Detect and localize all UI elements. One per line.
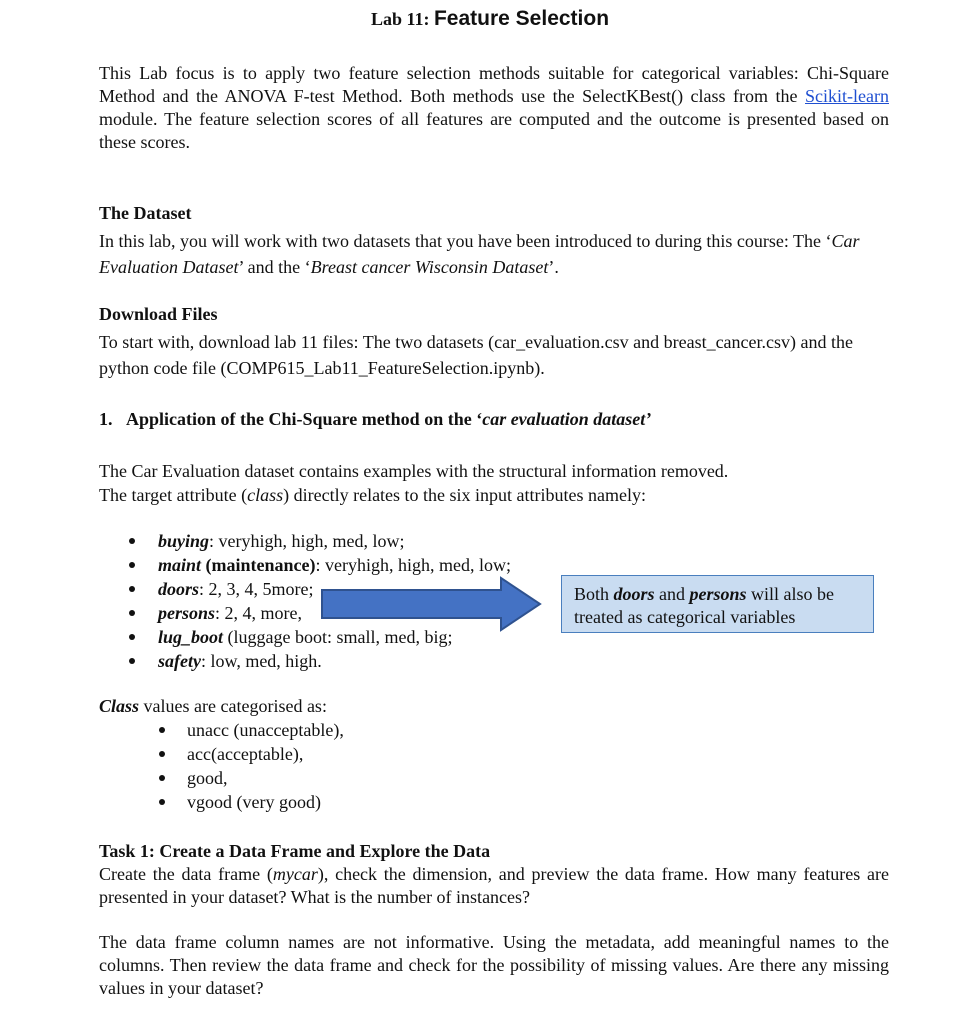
attr-name: safety: [158, 651, 201, 671]
attr-name: buying: [158, 531, 210, 551]
attr-name: lug_boot: [158, 627, 224, 647]
section-1-text: Application of the Chi-Square method on the ‘: [126, 409, 483, 429]
list-item: [159, 742, 459, 766]
right-arrow-icon: [321, 576, 543, 632]
attr-values: : low, med, high.: [200, 651, 322, 671]
attr-name: persons: [158, 603, 216, 623]
bullet-icon: [129, 538, 135, 544]
list-item: [159, 790, 459, 814]
class-value: acc(acceptable),: [187, 744, 304, 764]
dataset-paragraph: [99, 228, 889, 280]
car-intro-line-1: The Car Evaluation dataset contains examples with the structural information removed.: [99, 461, 729, 481]
bullet-icon: [129, 562, 135, 568]
list-item: [129, 649, 569, 673]
task-1-text-b: ), check the dimension, and preview the data frame. How many features are presented in your dataset? What is the number of instances?: [99, 864, 889, 907]
class-values-intro: [99, 695, 889, 718]
dataset-name-car: Car Evaluation Dataset: [99, 231, 860, 277]
dataset-text-2: ’ and the ‘: [238, 257, 311, 277]
list-item: [129, 529, 569, 553]
bullet-icon: [159, 727, 165, 733]
dataset-heading: The Dataset: [99, 203, 192, 223]
car-intro: [99, 459, 889, 507]
dataset-text-3: ’.: [548, 257, 559, 277]
title-main: Feature Selection: [433, 7, 610, 30]
class-value: good,: [187, 768, 228, 788]
download-heading: Download Files: [99, 304, 218, 324]
car-intro-text-a: The target attribute (: [99, 485, 248, 505]
task-1-paragraph-1: [99, 863, 889, 909]
attr-values: : 2, 4, more,: [215, 603, 303, 623]
attr-values: : 2, 3, 4, 5more;: [199, 579, 314, 599]
intro-text-2: module. The feature selection scores of all features are computed and the outcome is presented based on these scores.: [99, 109, 889, 152]
callout-doors: doors: [613, 584, 655, 604]
class-value: unacc (unacceptable),: [187, 720, 344, 740]
section-1-number: 1.: [99, 409, 113, 429]
page-title: [0, 6, 980, 32]
bullet-icon: [159, 775, 165, 781]
list-item: [159, 718, 459, 742]
car-intro-line-2: [99, 483, 889, 507]
car-intro-class: class: [247, 485, 284, 505]
task-1-text-a: Create the data frame (: [99, 864, 273, 884]
attr-values: (luggage boot: small, med, big;: [223, 627, 453, 647]
dataset-text-1: In this lab, you will work with two datasets that you have been introduced to during this course: The ‘: [99, 231, 832, 251]
bullet-icon: [159, 751, 165, 757]
callout-box: [561, 575, 874, 633]
download-paragraph: To start with, download lab 11 files: The two datasets (car_evaluation.csv and breast_cancer.csv) and the python code file (COMP615_Lab11_FeatureSelection.ipynb).: [99, 332, 853, 378]
arrow-shape: [322, 578, 540, 630]
dataset-name-breast: Breast cancer Wisconsin Dataset: [310, 257, 549, 277]
class-value: vgood (very good): [187, 792, 321, 812]
car-intro-text-b: ) directly relates to the six input attributes namely:: [283, 485, 647, 505]
class-label: Class: [99, 696, 140, 716]
callout-persons: persons: [689, 584, 747, 604]
bullet-icon: [129, 658, 135, 664]
task-1-paragraph-2: The data frame column names are not informative. Using the metadata, add meaningful names to the columns. Then review the data frame and check for the possibility of missing values. Are there any missing values in your dataset?: [99, 932, 889, 998]
intro-paragraph: [99, 62, 889, 154]
class-values-list: [159, 718, 459, 814]
title-lab-label: Lab 11:: [370, 9, 430, 29]
callout-text-2: and: [654, 584, 690, 604]
bullet-icon: [129, 634, 135, 640]
bullet-icon: [129, 586, 135, 592]
attr-values: : veryhigh, high, med, low;: [315, 555, 511, 575]
attr-name: maint: [158, 555, 202, 575]
class-values-text: values are categorised as:: [139, 696, 327, 716]
section-1-italic: car evaluation dataset’: [482, 409, 652, 429]
scikit-learn-link[interactable]: Scikit-learn: [805, 86, 889, 106]
task-1-var: mycar: [272, 864, 318, 884]
list-item: [159, 766, 459, 790]
intro-text-1: This Lab focus is to apply two feature selection methods suitable for categorical variables: Chi-Square Method and the ANOVA F-test Method. Both methods use the SelectKBest() class from the: [99, 63, 889, 106]
attr-values: : veryhigh, high, med, low;: [209, 531, 405, 551]
callout-text-1: Both: [574, 584, 614, 604]
callout-text-3: will also be treated as categorical variables: [574, 584, 835, 627]
task-1-heading: Task 1: Create a Data Frame and Explore the Data: [99, 841, 491, 861]
bullet-icon: [159, 799, 165, 805]
attr-extra: (maintenance): [201, 555, 316, 575]
bullet-icon: [129, 610, 135, 616]
section-1-heading: [99, 408, 889, 431]
list-item: [129, 553, 569, 577]
attr-name: doors: [158, 579, 200, 599]
